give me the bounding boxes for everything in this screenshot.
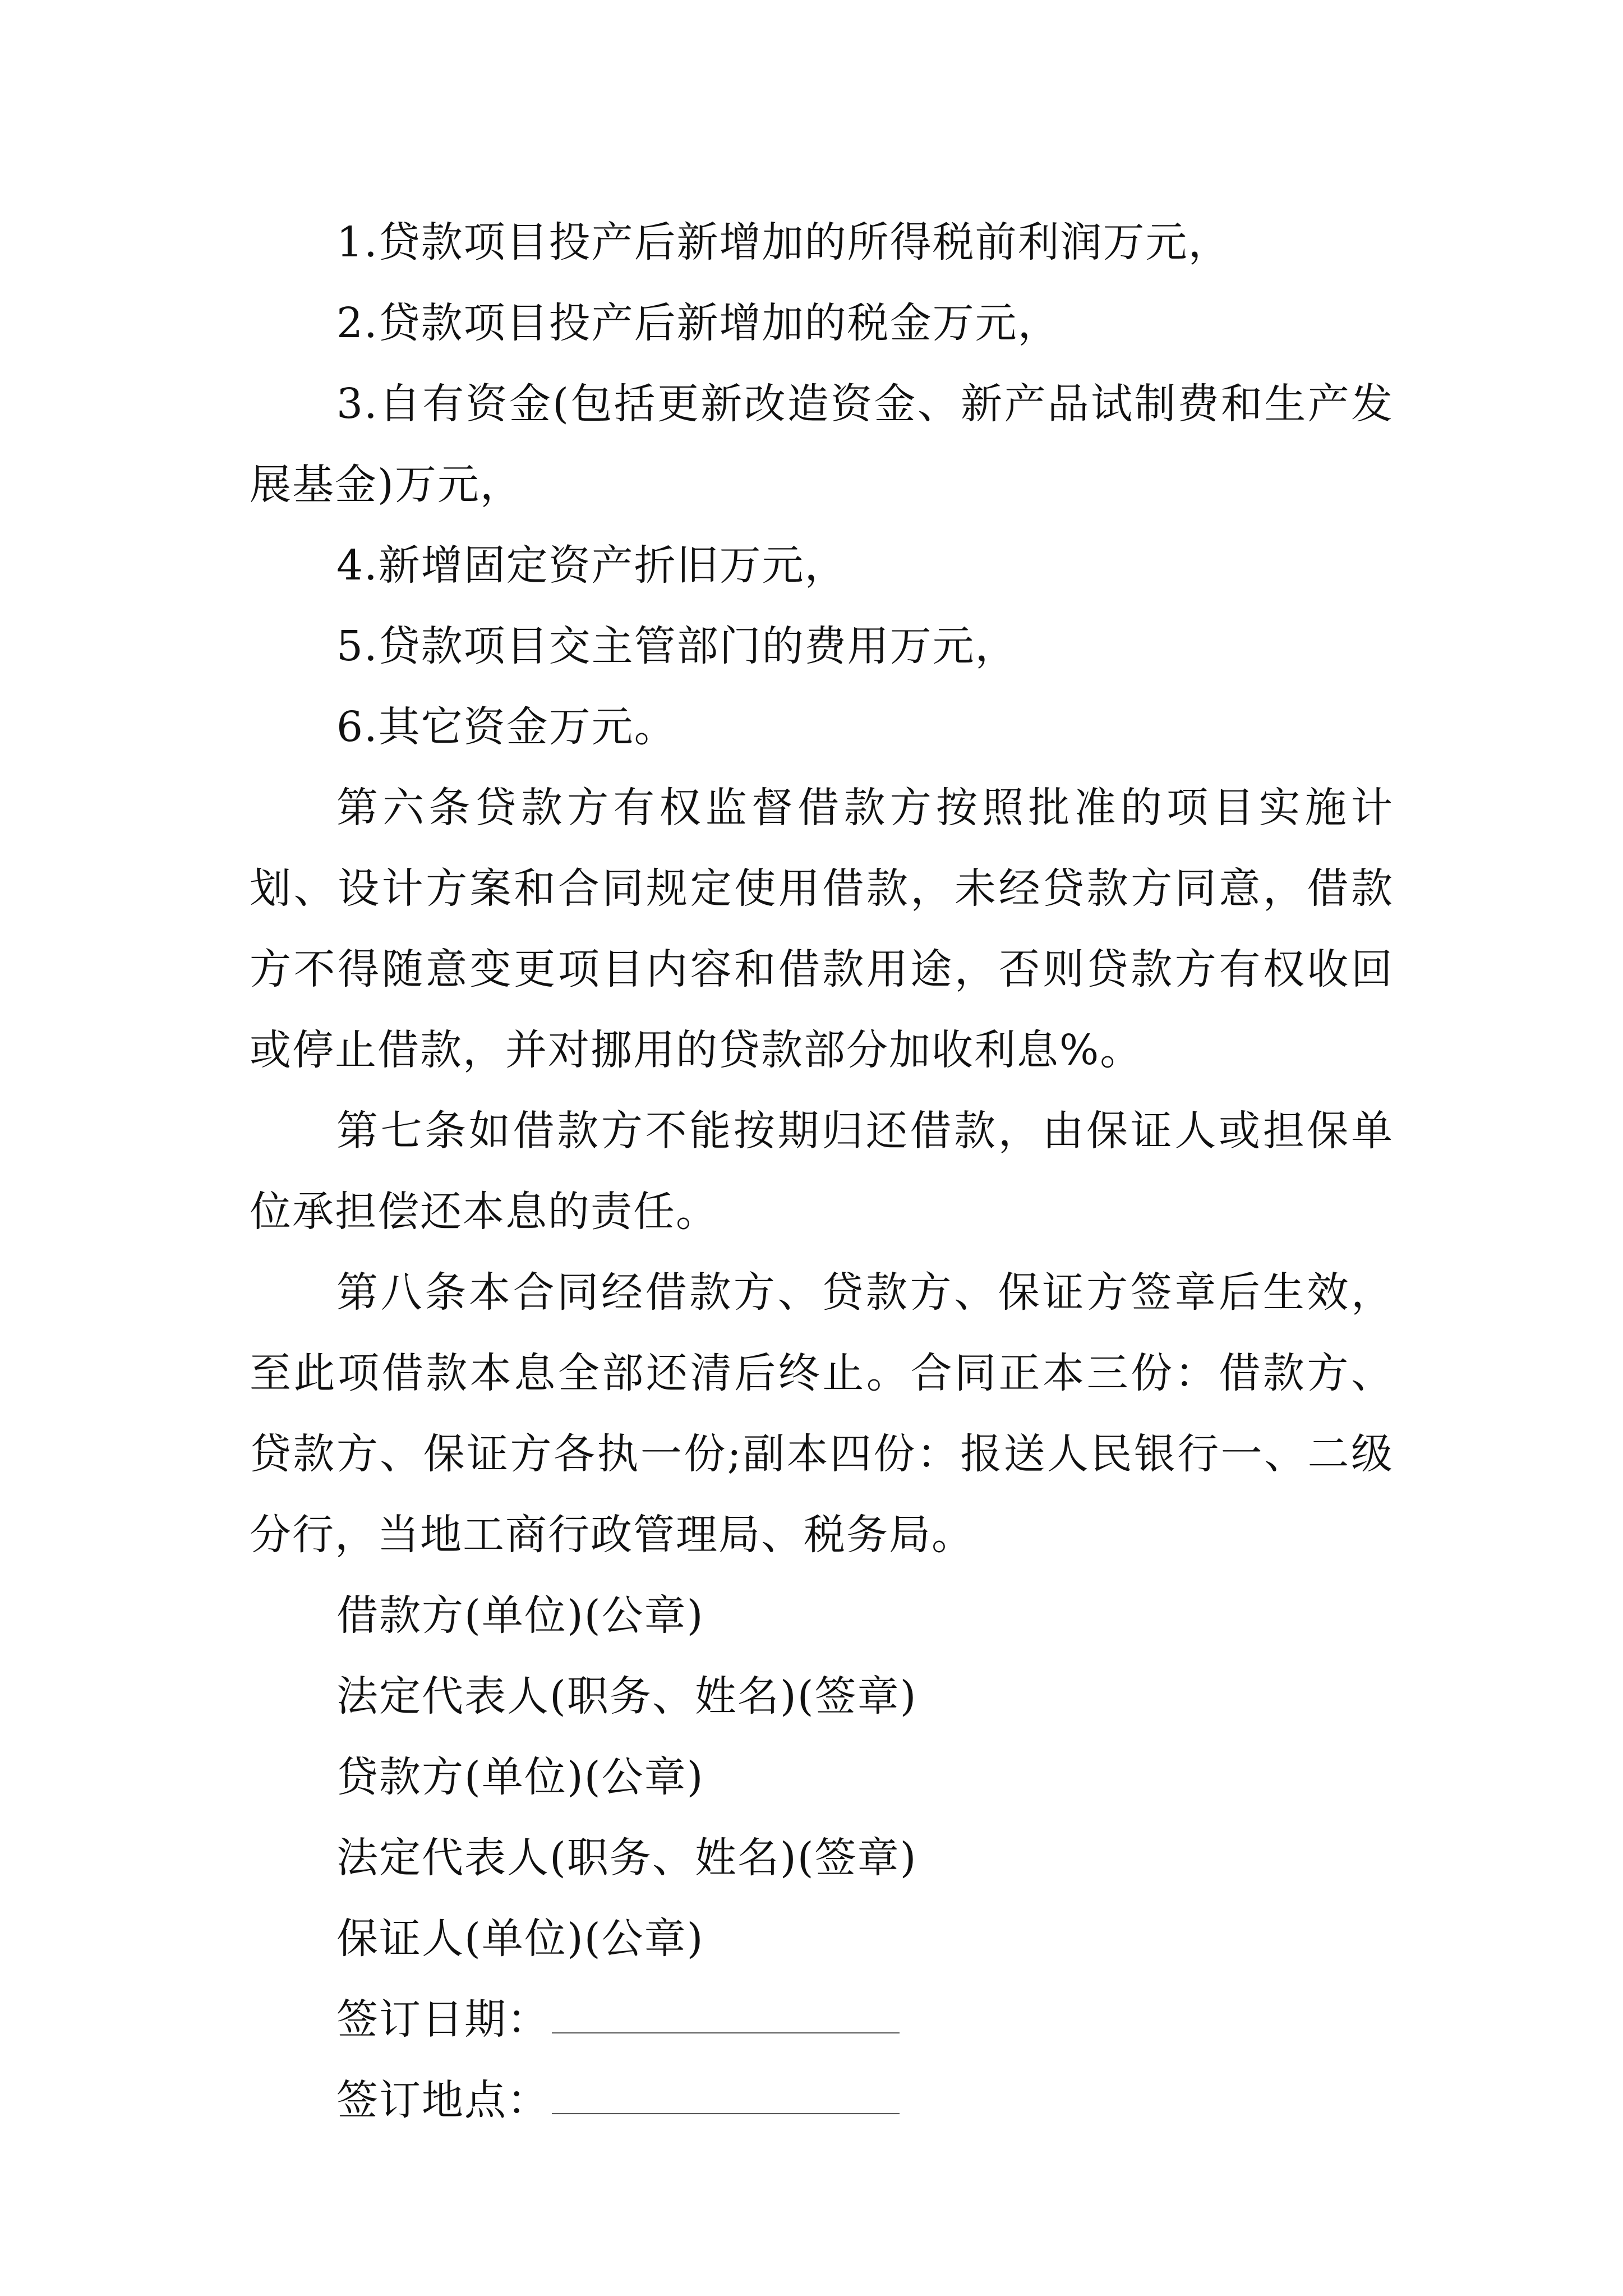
lender-representative: 法定代表人(职务、姓名)(签章) [336, 1834, 917, 1882]
clause-2: 2.贷款项目投产后新增加的税金万元， [336, 299, 1061, 347]
clause-3: 3.自有资金(包括更新改造资金、新产品试制费和生产发展基金)万元， [250, 380, 1394, 509]
clause-4: 4.新增固定资产折旧万元， [336, 541, 847, 590]
sign-place-label: 签订地点： [336, 2076, 550, 2124]
sign-place-blank [552, 2079, 900, 2114]
guarantor-signature: 保证人(单位)(公章) [336, 1915, 704, 1963]
article-7: 第七条如借款方不能按期归还借款，由保证人或担保单位承担偿还本息的责任。 [250, 1107, 1394, 1236]
clause-1: 1.贷款项目投产后新增加的所得税前利润万元， [336, 218, 1231, 266]
article-6: 第六条贷款方有权监督借款方按照批准的项目实施计划、设计方案和合同规定使用借款，未经贷款方同意，借款方不得随意变更项目内容和借款用途，否则贷款方有权收回或停止借款，并对挪用的贷款部分加收利息%。 [250, 784, 1394, 1074]
sign-date-label: 签订日期： [336, 1995, 550, 2044]
lender-signature: 贷款方(单位)(公章) [336, 1753, 704, 1801]
clause-6: 6.其它资金万元。 [336, 703, 677, 751]
article-8: 第八条本合同经借款方、贷款方、保证方签章后生效，至此项借款本息全部还清后终止。合同正本三份：借款方、贷款方、保证方各执一份;副本四份：报送人民银行一、二级分行，当地工商行政管理局、税务局。 [250, 1268, 1394, 1559]
borrower-signature: 借款方(单位)(公章) [336, 1591, 704, 1640]
sign-place-row [250, 2060, 1394, 2141]
clause-5: 5.贷款项目交主管部门的费用万元， [336, 622, 1018, 670]
borrower-representative: 法定代表人(职务、姓名)(签章) [336, 1672, 917, 1720]
sign-date-blank [552, 1999, 900, 2033]
contract-body [250, 202, 1394, 2141]
sign-date-row [250, 1979, 1394, 2060]
